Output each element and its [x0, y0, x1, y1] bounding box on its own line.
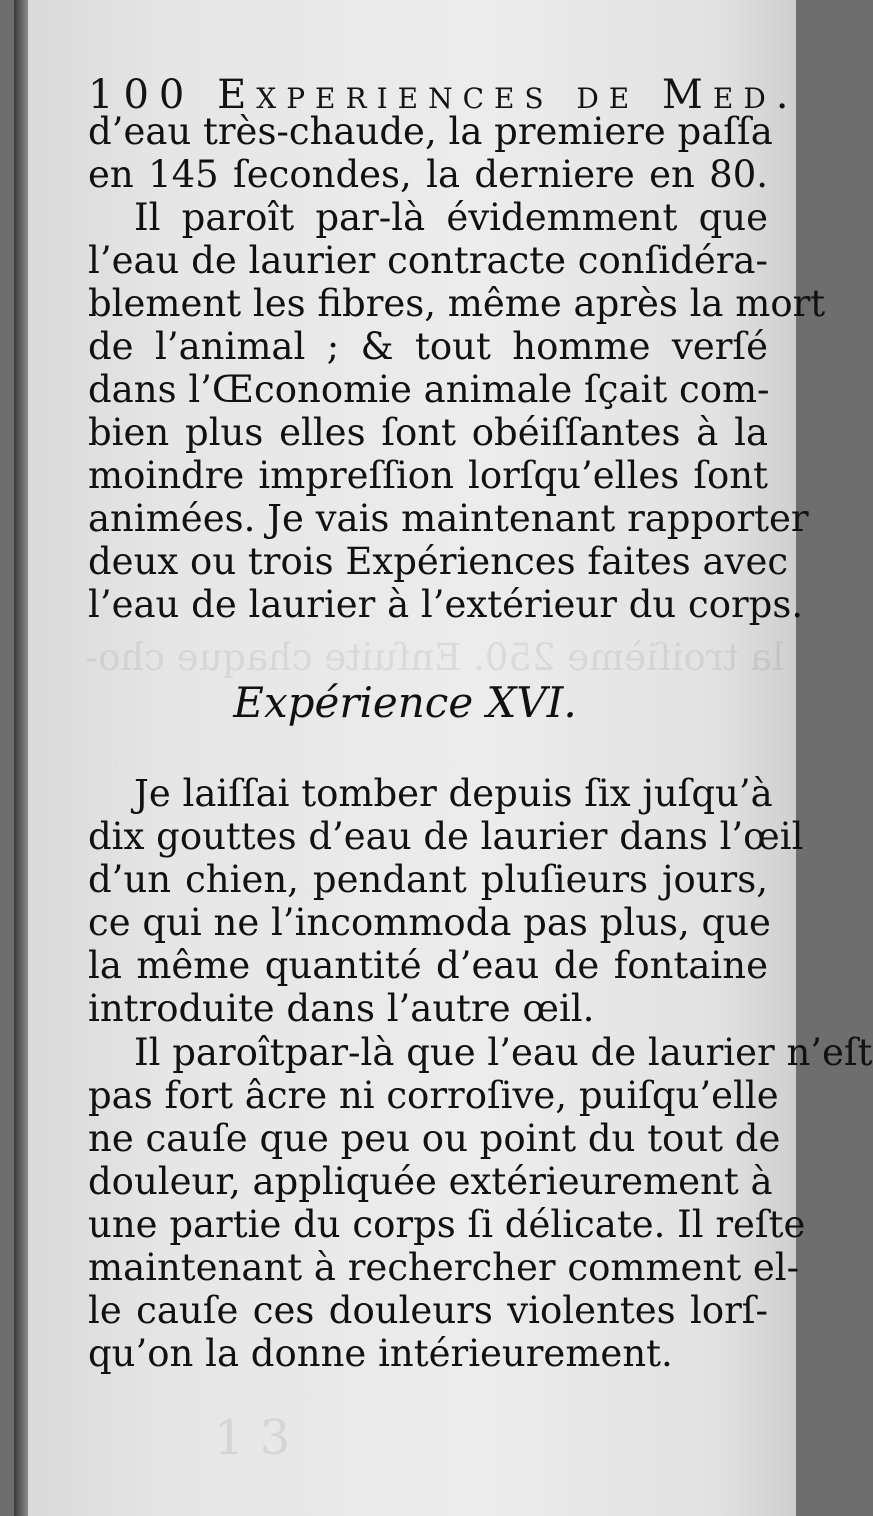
bleed-through-text: la troiſième 250. Enſuite chaque cho-: [85, 636, 784, 679]
text-line: introduite dans l’autre œil.: [88, 987, 595, 1030]
text-line: de l’animal ; & tout homme verſé: [88, 325, 768, 368]
text-line: bien plus elles ſont obéiſſantes à la: [88, 411, 768, 454]
text-line: Il paroît par-là évidemment que: [134, 196, 768, 239]
bleed-through-mark: 1 3: [214, 1410, 291, 1466]
running-title: Experiences de Med.: [217, 72, 799, 118]
text-line: pas fort âcre ni corroſive, puiſqu’elle: [88, 1074, 779, 1117]
text-block-2: [88, 772, 804, 1030]
text-line: moindre impreſſion lorſqu’elles ſont: [88, 454, 768, 497]
text-line: Je laiſſai tomber depuis ſix juſqu’à: [134, 772, 773, 815]
text-block-3: [88, 1031, 873, 1375]
text-line: qu’on la donne intérieurement.: [88, 1332, 673, 1375]
text-line: dans l’Œconomie animale ſçait com-: [88, 368, 770, 411]
text-line: d’un chien, pendant pluſieurs jours,: [88, 858, 768, 901]
text-line: animées. Je vais maintenant rapporter: [88, 497, 809, 540]
text-line: en 145 ſecondes, la derniere en 80.: [88, 153, 768, 196]
text-line: l’eau de laurier à l’extérieur du corps.: [88, 583, 804, 626]
text-line: la même quantité d’eau de fontaine: [88, 944, 768, 987]
text-line: ce qui ne l’incommoda pas plus, que: [88, 901, 771, 944]
text-line: douleur, appliquée extérieurement à: [88, 1160, 773, 1203]
text-line: l’eau de laurier contracte conſidéra-: [88, 239, 768, 282]
text-line: deux ou trois Expériences faites avec: [88, 540, 789, 583]
text-line: Il paroîtpar-là que l’eau de laurier n’eſt: [134, 1031, 873, 1074]
text-line: maintenant à rechercher comment el-: [88, 1246, 800, 1289]
text-line: ne cauſe que peu ou point du tout de: [88, 1117, 781, 1160]
text-line: une partie du corps ſi délicate. Il reſte: [88, 1203, 806, 1246]
book-page: [14, 0, 873, 1516]
text-block-1: [88, 110, 826, 626]
text-line: dix gouttes d’eau de laurier dans l’œil: [88, 815, 804, 858]
page-number: 100: [88, 72, 195, 118]
text-line: le cauſe ces douleurs violentes lorſ-: [88, 1289, 768, 1332]
book-gutter: [14, 0, 28, 1516]
section-heading: Expérience XVI.: [233, 678, 577, 727]
text-line: d’eau très-chaude, la premiere paſſa: [88, 110, 773, 153]
text-line: blement les fibres, même après la mort: [88, 282, 826, 325]
